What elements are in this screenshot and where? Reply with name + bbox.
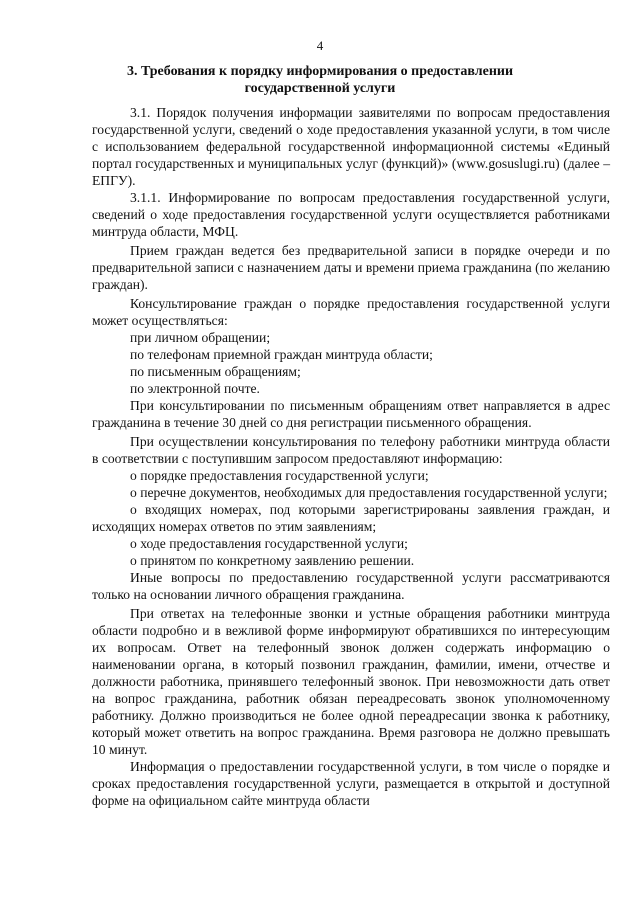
list-item-phone: по телефонам приемной граждан минтруда области;	[130, 347, 433, 362]
list-item-progress: о ходе предоставления государственной услуги;	[130, 536, 408, 551]
list-item-procedure: о порядке предоставления государственной услуги;	[130, 468, 429, 483]
list-item-email: по электронной почте.	[130, 381, 260, 396]
section-heading-line-1: 3. Требования к порядку информирования о предоставлении	[126, 64, 514, 79]
paragraph-reception: Прием граждан ведется без предварительной записи в порядке очереди и по предварительной записи с назначением даты и времени приема гражданина (по желанию граждан).	[92, 243, 610, 292]
document-body	[92, 104, 610, 809]
paragraph-3-1-1: 3.1.1. Информирование по вопросам предоставления государственной услуги, сведений о ходе предоставления государственной услуги осуществляется работниками минтруда области, МФЦ.	[92, 190, 610, 239]
paragraph-other-questions: Иные вопросы по предоставлению государственной услуги рассматриваются только на основании личного обращения гражданина.	[92, 570, 610, 602]
paragraph-phone-answers: При ответах на телефонные звонки и устные обращения работники минтруда области подробно и в вежливой форме информируют обратившихся по интересующим их вопросам. Ответ на телефонный звонок должен содержать информацию о наименовании органа, в который позвонил гражданин, фамилии, имени, отчестве и должности работника, принявшего телефонный звонок. При невозможности дать ответ на вопрос гражданина, работник обязан переадресовать звонок уполномоченному работнику. Должно производиться не более одной переадресации звонка к работнику, который может ответить на вопрос гражданина. Время разговора не должно превышать 10 минут.	[92, 606, 610, 757]
section-heading	[90, 63, 550, 97]
list-item-documents: о перечне документов, необходимых для предоставления государственной услуги;	[130, 485, 608, 500]
paragraph-3-1: 3.1. Порядок получения информации заявителями по вопросам предоставления государственной услуги, сведений о ходе предоставления указанной услуги, в том числе с использованием федеральной государственной информационной системы «Единый портал государственных и муниципальных услуг (функций)» (www.gosuslugi.ru) (далее – ЕПГУ).	[92, 105, 610, 188]
paragraph-written-response: При консультировании по письменным обращениям ответ направляется в адрес гражданина в течение 30 дней со дня регистрации письменного обращения.	[92, 398, 610, 430]
paragraph-information-posting: Информация о предоставлении государственной услуги, в том числе о порядке и сроках предоставления государственной услуги, размещается в открытой и доступной форме на официальном сайте минтруда области	[92, 759, 610, 808]
list-item-numbers: о входящих номерах, под которыми зарегистрированы заявления граждан, и исходящих номерах ответов по этим заявлениям;	[92, 502, 610, 534]
list-item-written: по письменным обращениям;	[130, 364, 301, 379]
page-number: 4	[316, 38, 324, 53]
section-heading-line-2: государственной услуги	[244, 81, 396, 96]
paragraph-phone-consulting: При осуществлении консультирования по телефону работники минтруда области в соответствии с поступившим запросом предоставляют информацию:	[92, 434, 610, 466]
paragraph-consulting: Консультирование граждан о порядке предоставления государственной услуги может осуществляться:	[92, 296, 610, 328]
list-item-personal: при личном обращении;	[130, 330, 271, 345]
list-item-decision: о принятом по конкретному заявлению решении.	[130, 553, 415, 568]
